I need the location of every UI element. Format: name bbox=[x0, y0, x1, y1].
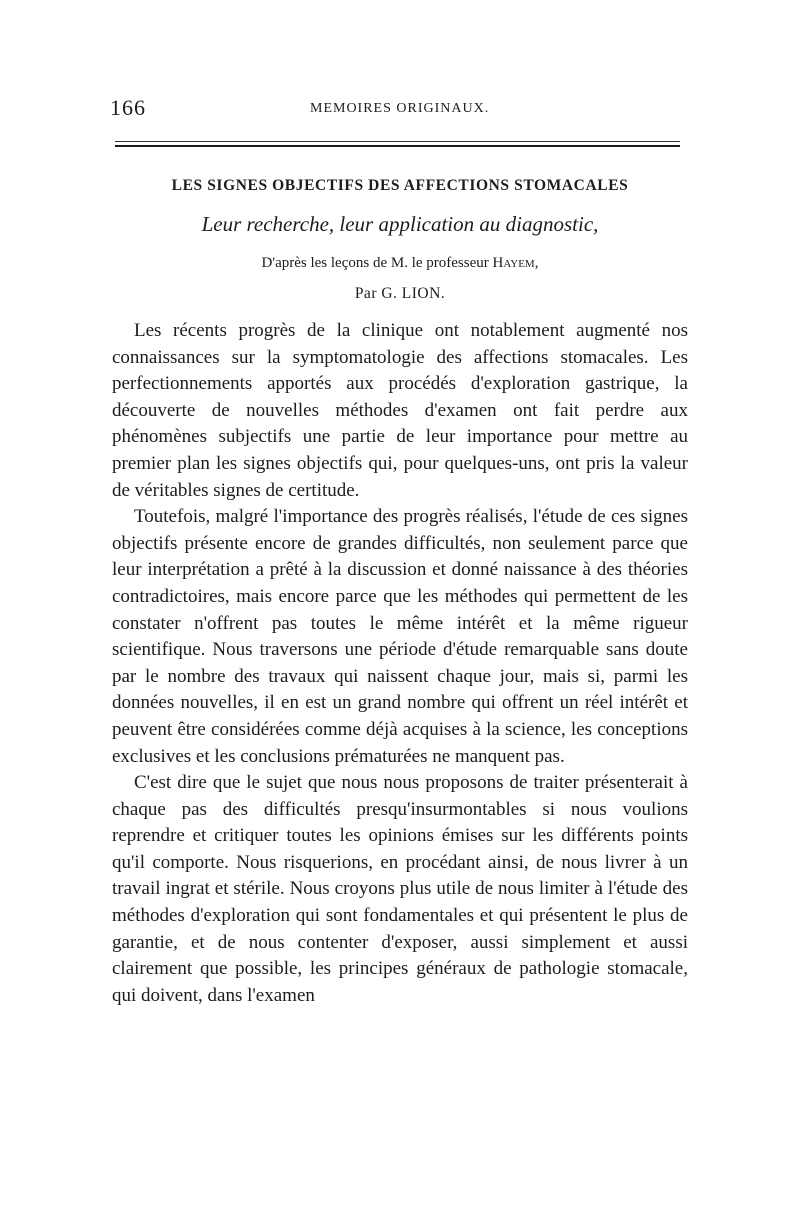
paragraph: Toutefois, malgré l'importance des progrès réalisés, l'étude de ces signes objectifs présente encore de grandes difficultés, non seulement parce que leur interprétation a prêté à la discussion et donné naissance à des théories contradictoires, mais encore parce que les méthodes qui permettent de les constater n'offrent pas toutes le même intérêt et la même rigueur scientifique. Nous traversons une période d'étude remarquable sans doute par le nombre des travaux qui naissent chaque jour, mais si, parmi les données nouvelles, il en est un grand nombre qui offrent un réel intérêt et peuvent être considérées comme déjà acquises à la science, les conceptions exclusives et les conclusions prématurées ne manquent pas. bbox=[112, 506, 688, 767]
running-head bbox=[110, 95, 690, 125]
header-rule-thick bbox=[115, 145, 680, 147]
paragraph: Les récents progrès de la clinique ont notablement augmenté nos connaissances sur la symptomatologie des affections stomacales. Les perfectionnements apportés aux procédés d'exploration gastrique, la découverte de nouvelles méthodes d'examen ont fait perdre aux phénomènes subjectifs une partie de leur importance pour mettre au premier plan les signes objectifs qui, pour quelques-uns, ont pris la valeur de véritables signes de certitude. bbox=[112, 320, 688, 501]
article-body bbox=[112, 318, 688, 1009]
lecture-prefix: D'après les leçons de M. le professeur bbox=[261, 255, 489, 271]
professor-name: Hayem, bbox=[492, 255, 539, 271]
paragraph: C'est dire que le sujet que nous nous proposons de traiter présenterait à chaque pas des difficultés presqu'insurmontables si nous voulions reprendre et critiquer toutes les opinions émises sur les différents points qu'il comporte. Nous risquerions, en procédant ainsi, de nous livrer à un travail ingrat et stérile. Nous croyons plus utile de nous limiter à l'étude des méthodes d'exploration qui sont fondamentales et qui présentent le plus de garantie, et de nous contenter d'exposer, aussi simplement et aussi clairement que possible, les principes généraux de pathologie stomacale, qui doivent, dans l'examen bbox=[112, 772, 688, 1006]
running-title: MEMOIRES ORIGINAUX. bbox=[310, 101, 490, 116]
lecture-credit bbox=[110, 255, 690, 272]
article-title: LES SIGNES OBJECTIFS DES AFFECTIONS STOMACALES bbox=[171, 177, 629, 194]
author-line: Par G. LION. bbox=[354, 285, 446, 302]
page-number: 166 bbox=[110, 95, 146, 120]
header-rule-thin bbox=[115, 141, 680, 142]
article-subtitle: Leur recherche, leur application au diagnostic, bbox=[201, 212, 599, 236]
